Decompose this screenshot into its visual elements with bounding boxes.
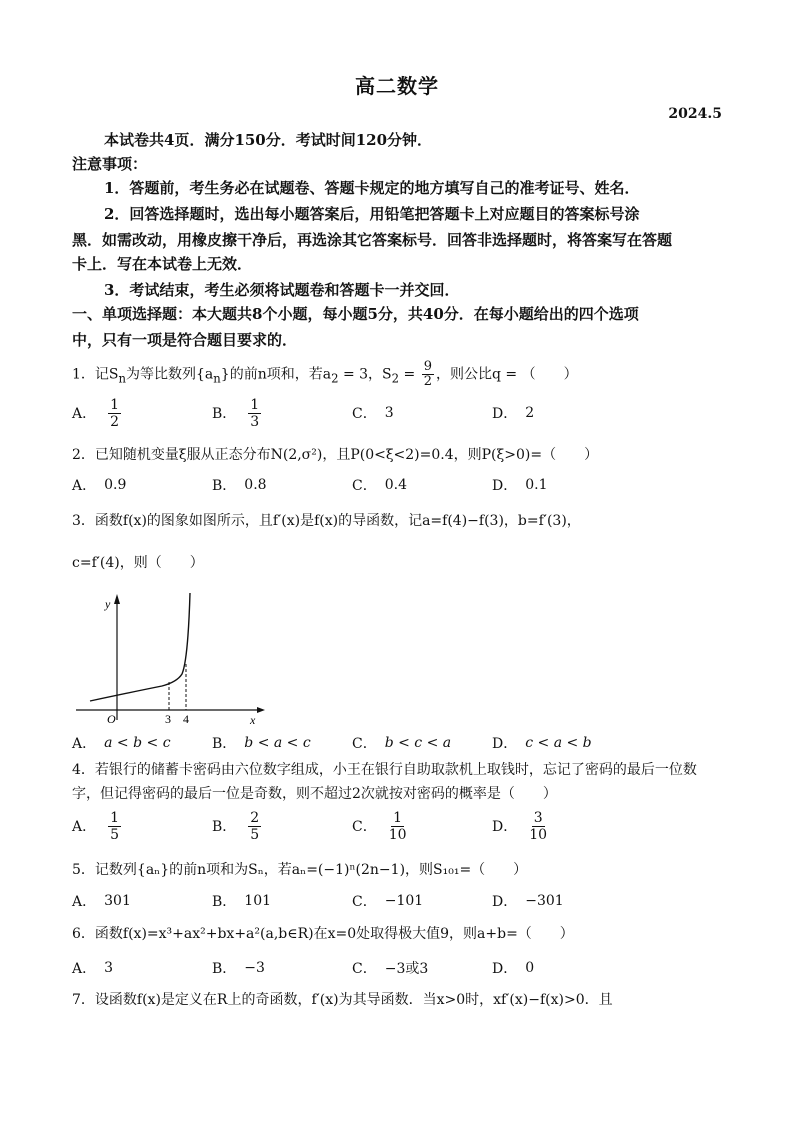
option-d: D． 0.1 xyxy=(492,477,548,494)
option-c: C． −101 xyxy=(352,893,424,910)
question-2-stem: 2．已知随机变量ξ服从正态分布N(2,σ²)，且P(0<ξ<2)=0.4，则P(ξ>0)=（ ） xyxy=(72,447,599,463)
exam-title: 高二数学 xyxy=(355,74,439,98)
section-1-heading: 一、单项选择题：本大题共8个小题，每小题5分，共40分．在每小题给出的四个选项 xyxy=(72,305,639,323)
option-d: D． −301 xyxy=(492,893,564,910)
option-a: A． 301 xyxy=(72,893,131,910)
x-label: x xyxy=(250,713,256,725)
question-2-options xyxy=(72,470,722,500)
exam-date: 2024.5 xyxy=(668,106,722,122)
question-6-stem: 6．函数f(x)=x³+ax²+bx+a²(a,b∈R)在x=0处取得极大值9，则a+b=（ ） xyxy=(72,926,574,942)
option-b: B． −3 xyxy=(212,960,265,977)
option-b: B． $\frac{2}{5}$ xyxy=(212,809,260,843)
question-4-stem-1: 4．若银行的储蓄卡密码由六位数字组成，小王在银行自助取款机上取钱时，忘记了密码的最后一位数 xyxy=(72,762,697,778)
option-c: C． −3或3 xyxy=(352,961,429,977)
question-7-stem: 7．设函数f(x)是定义在R上的奇函数，f′(x)为其导函数．当x>0时，xf′(x)−f(x)>0．且 xyxy=(72,992,613,1008)
y-label: y xyxy=(105,597,111,611)
option-b: B． b < a < c xyxy=(212,735,311,752)
option-a: A． $\frac{1}{2}$ xyxy=(72,396,120,430)
option-b: B． $\frac{1}{3}$ xyxy=(212,396,260,430)
section-1-heading-cont: 中，只有一项是符合题目要求的． xyxy=(72,331,298,349)
question-3-stem-1: 3．函数f(x)的图象如图所示，且f′(x)是f(x)的导函数，记a=f(4)−f(3)，b=f′(3)， xyxy=(72,513,581,529)
note-1: 1．答题前，考生务必在试题卷、答题卡规定的地方填写自己的准考证号、姓名． xyxy=(104,179,640,197)
exam-info: 本试卷共4页．满分150分．考试时间120分钟． xyxy=(104,131,433,149)
question-6-options xyxy=(72,953,722,983)
question-1-options xyxy=(72,393,722,433)
option-d: D． c < a < b xyxy=(492,735,592,752)
option-c: C． $\frac{1}{10}$ xyxy=(352,809,407,843)
option-c: C． 0.4 xyxy=(352,477,407,494)
notes-title: 注意事项： xyxy=(72,155,148,173)
question-1-stem: 1．记$S_n$为等比数列$\{a_n\}$的前n项和，若$a_2 = 3$，$S_2$ = $\frac{9}{2}$ ，则公比q = （ ） xyxy=(72,359,578,389)
note-2b: 黑．如需改动，用橡皮擦干净后，再选涂其它答案标号．回答非选择题时，将答案写在答题 xyxy=(72,231,673,249)
option-c: C． b < c < a xyxy=(352,735,452,752)
question-4-options xyxy=(72,806,722,846)
option-b: B． 101 xyxy=(212,893,272,910)
option-d: D． $\frac{3}{10}$ xyxy=(492,809,548,843)
note-3: 3．考试结束，考生必须将试题卷和答题卡一并交回． xyxy=(104,281,460,299)
tick-3-label: 3 xyxy=(165,712,171,725)
question-3-stem-2: c=f′(4)，则（ ） xyxy=(72,555,204,571)
x-axis-arrow xyxy=(257,707,265,713)
option-d: D． 0 xyxy=(492,960,535,977)
option-a: A． 0.9 xyxy=(72,477,127,494)
fraction: $\frac{9}{2}$ xyxy=(423,359,432,389)
origin-label: O xyxy=(107,712,116,725)
function-graph xyxy=(72,590,272,725)
option-d: D． 2 xyxy=(492,405,535,422)
note-2c: 卡上．写在本试卷上无效． xyxy=(72,255,253,273)
question-5-stem: 5．记数列{aₙ}的前n项和为Sₙ，若aₙ=(−1)ⁿ(2n−1)，则S₁₀₁=（ ） xyxy=(72,862,528,878)
option-a: A． $\frac{1}{5}$ xyxy=(72,809,120,843)
question-4-stem-2: 字，但记得密码的最后一位是奇数，则不超过2次就按对密码的概率是（ ） xyxy=(72,786,557,802)
tick-4-label: 4 xyxy=(183,712,189,725)
option-c: C． 3 xyxy=(352,405,394,422)
note-2a: 2．回答选择题时，选出每小题答案后，用铅笔把答题卡上对应题目的答案标号涂 xyxy=(104,205,640,223)
question-5-options xyxy=(72,886,722,916)
option-b: B． 0.8 xyxy=(212,477,267,494)
question-3-options xyxy=(72,728,722,758)
y-axis-arrow xyxy=(114,594,120,604)
option-a: A． 3 xyxy=(72,960,114,977)
option-a: A． a < b < c xyxy=(72,735,171,752)
